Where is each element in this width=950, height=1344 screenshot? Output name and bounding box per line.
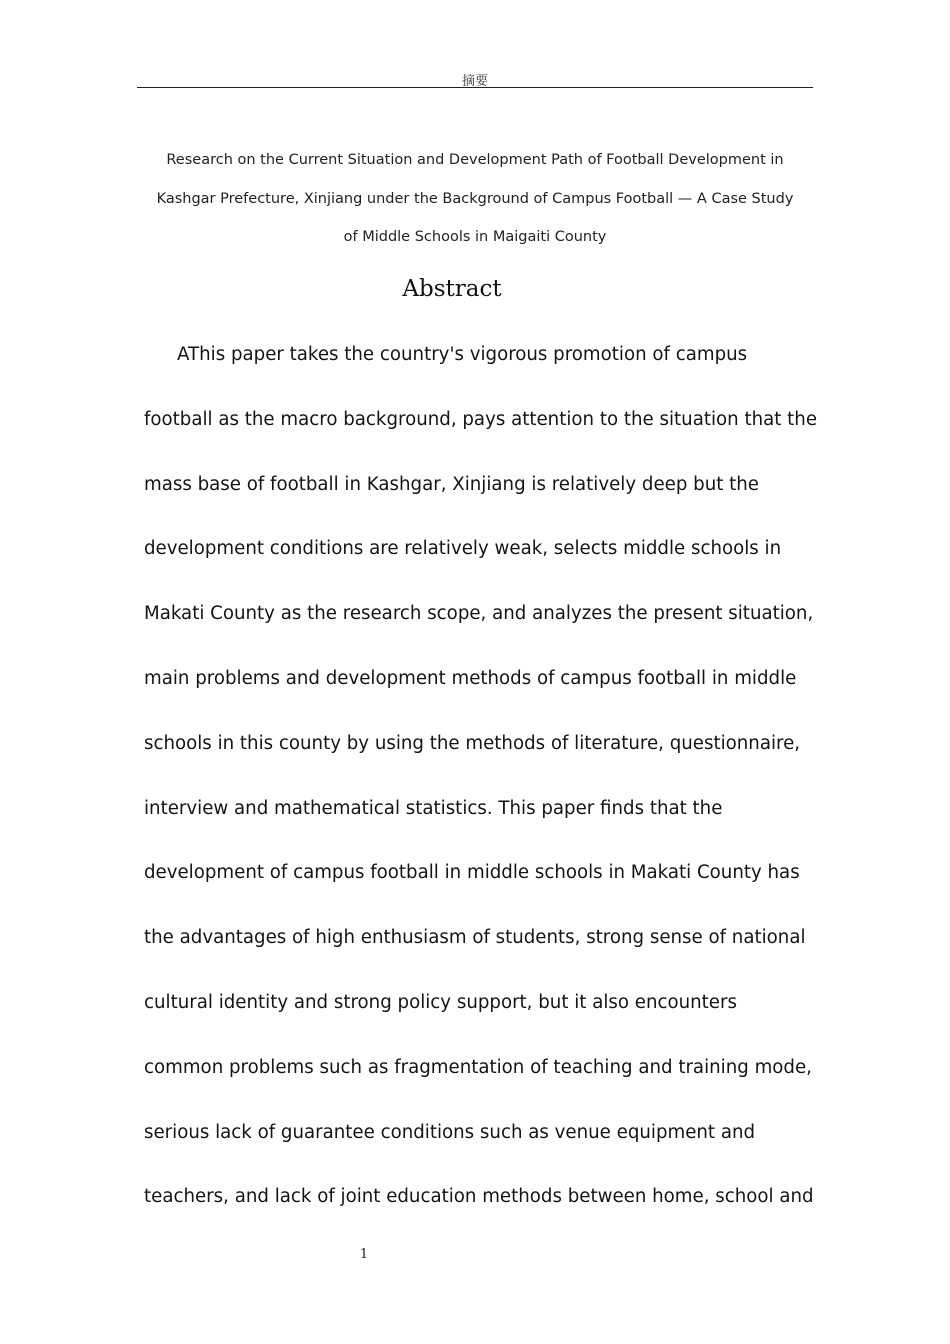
abstract-line: development of campus football in middle schools in Makati County has — [144, 862, 800, 884]
abstract-line: the advantages of high enthusiasm of students, strong sense of national — [144, 927, 806, 949]
abstract-line: serious lack of guarantee conditions such as venue equipment and — [144, 1121, 756, 1143]
title-line: of Middle Schools in Maigaiti County — [343, 229, 607, 246]
abstract-line: interview and mathematical statistics. This paper finds that the — [144, 797, 723, 819]
abstract-line: teachers, and lack of joint education methods between home, school and — [144, 1186, 814, 1208]
title-line: Research on the Current Situation and Development Path of Football Development in — [166, 152, 784, 168]
abstract-line: development conditions are relatively weak, selects middle schools in — [144, 538, 782, 560]
title-line: Kashgar Prefecture, Xinjiang under the Background of Campus Football — A Case Study — [156, 190, 794, 207]
running-header: 摘要 — [461, 74, 488, 89]
abstract-heading: Abstract — [402, 276, 502, 302]
abstract-line: common problems such as fragmentation of teaching and training mode, — [144, 1056, 812, 1078]
abstract-line: cultural identity and strong policy support, but it also encounters — [144, 991, 737, 1013]
page-number: 1 — [359, 1247, 369, 1262]
header-rule — [137, 87, 813, 88]
abstract-line: mass base of football in Kashgar, Xinjiang is relatively deep but the — [144, 473, 759, 495]
abstract-line: main problems and development methods of campus football in middle — [144, 667, 797, 689]
abstract-line: Makati County as the research scope, and analyzes the present situation, — [144, 603, 814, 625]
abstract-line: football as the macro background, pays attention to the situation that the — [144, 408, 818, 430]
abstract-line: AThis paper takes the country's vigorous promotion of campus — [177, 344, 748, 365]
paper-title — [138, 141, 812, 257]
abstract-line: schools in this county by using the methods of literature, questionnaire, — [144, 732, 801, 754]
abstract-body — [144, 334, 818, 1241]
